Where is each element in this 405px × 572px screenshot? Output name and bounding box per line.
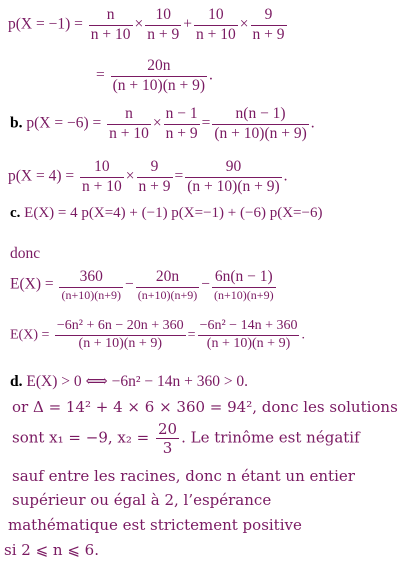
fraction: $\frac{n - 1}{n + 9}$ <box>165 105 198 142</box>
fraction: $\frac{90}{(n + 10)(n + 9)}$ <box>187 158 280 195</box>
fraction: $\frac{10}{n + 10}$ <box>196 6 236 43</box>
lhs: p(X = −1) = <box>8 15 83 33</box>
eq-p-minus1: p(X = −1) = $\frac{n}{n + 10}$ × $\frac{10}{n + 9}$ + $\frac{10}{n + 10}$ × $\frac{9}{n + 9}$ <box>8 6 285 43</box>
text-line: or Δ = 14² + 4 × 6 × 360 = 94², donc les solutions <box>12 398 398 416</box>
fraction: $\frac{10}{n + 10}$ <box>82 158 122 195</box>
fraction: $\frac{n}{n + 10}$ <box>90 6 131 43</box>
fraction: $\frac{20n}{(n + 10)(n + 9)}$ <box>112 57 206 94</box>
part-label: d. <box>10 373 23 390</box>
eq-p-minus1-result: = $\frac{20n}{(n + 10)(n + 9)}$ . <box>96 57 213 94</box>
eq-expectation-2: E(X) = $\frac{\text{−6n² + 6n − 20n + 360}}{(n + 10)(n + 9)}$ = $\frac{\text{−6n² − 14n + 360}}{(n + 10)(n + 9)}$ . <box>10 318 305 351</box>
fraction: $\frac{6n(n - 1)}{(n+10)(n+9)}$ <box>214 268 274 302</box>
fraction: $\frac{9}{n + 9}$ <box>138 158 171 195</box>
part-label: b. <box>10 114 23 132</box>
text-line: mathématique est strictement positive <box>8 516 302 534</box>
eq-p-4: p(X = 4) = $\frac{10}{n + 10}$ × $\frac{9}{n + 9}$ = $\frac{90}{(n + 10)(n + 9)}$ . <box>8 158 288 195</box>
text-line: si 2 ⩽ n ⩽ 6. <box>4 541 99 559</box>
fraction: $\frac{9}{n + 9}$ <box>252 6 285 43</box>
part-d: d. E(X) > 0 ⟺ −6n² − 14n + 360 > 0. <box>10 373 249 390</box>
fraction: $\frac{10}{n + 9}$ <box>147 6 180 43</box>
part-b: b. p(X = −6) = $\frac{n}{n + 10}$ × $\frac{n - 1}{n + 9}$ = $\frac{n(n - 1)}{(n + 10)(n + 9)}$ . <box>10 105 315 142</box>
donc-word: donc <box>10 245 41 262</box>
fraction: $\frac{\text{−6n² − 14n + 360}}{(n + 10)(n + 9)}$ <box>199 318 298 351</box>
fraction: $\frac{360}{(n+10)(n+9)}$ <box>61 268 122 302</box>
fraction: $\frac{n}{n + 10}$ <box>109 105 149 142</box>
part-label: c. <box>10 205 21 221</box>
fraction: $\frac{20n}{(n+10)(n+9)}$ <box>137 268 198 302</box>
fraction: $\frac{n(n - 1)}{(n + 10)(n + 9)}$ <box>214 105 307 142</box>
text-line: supérieur ou égal à 2, l’espérance <box>12 491 272 509</box>
text-line: sont x₁ = −9, x₂ = $\frac{20}{3}$ . Le trinôme est négatif <box>12 420 360 457</box>
fraction: $\frac{20}{3}$ <box>158 420 178 457</box>
fraction: $\frac{\text{−6n² + 6n − 20n + 360}}{(n + 10)(n + 9)}$ <box>56 318 184 351</box>
text-line: sauf entre les racines, donc n étant un entier <box>12 467 355 485</box>
eq-expectation-1: E(X) = $\frac{360}{(n+10)(n+9)}$ − $\frac{20n}{(n+10)(n+9)}$ − $\frac{6n(n - 1)}{(n+10)(n+9)}$ <box>10 268 274 302</box>
part-c: c. E(X) = 4 p(X=4) + (−1) p(X=−1) + (−6) p(X=−6) <box>10 205 323 221</box>
